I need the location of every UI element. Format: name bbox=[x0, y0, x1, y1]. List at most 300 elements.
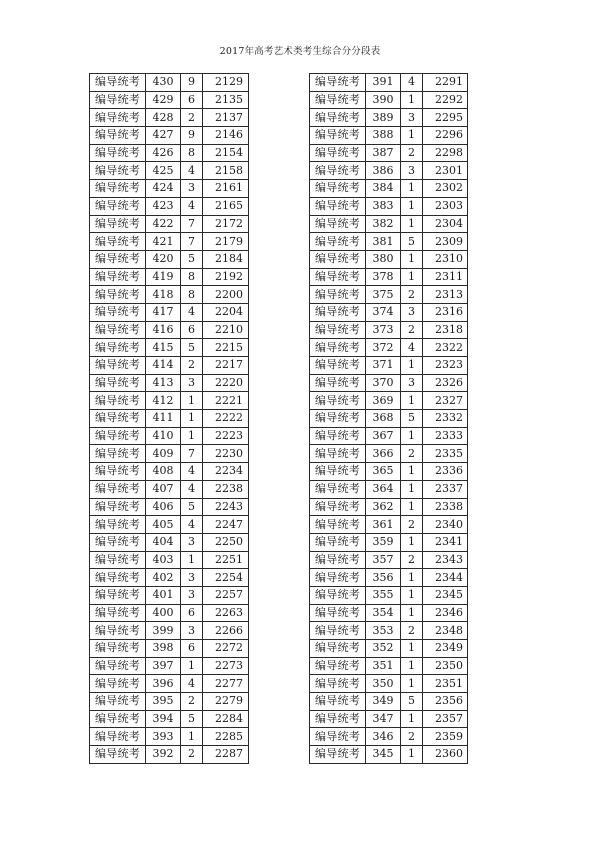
count-cell: 3 bbox=[181, 180, 203, 198]
table-row bbox=[90, 392, 249, 410]
score-cell: 404 bbox=[146, 533, 181, 551]
score-cell: 391 bbox=[366, 74, 401, 92]
cumulative-cell: 2295 bbox=[423, 109, 468, 127]
table-row bbox=[310, 410, 468, 428]
table-row bbox=[90, 569, 249, 587]
table-row bbox=[310, 604, 468, 622]
table-row bbox=[310, 233, 468, 251]
category-cell: 编导统考 bbox=[310, 427, 366, 445]
score-table-right-body bbox=[310, 74, 468, 764]
cumulative-cell: 2336 bbox=[423, 463, 468, 481]
count-cell: 3 bbox=[401, 109, 423, 127]
count-cell: 3 bbox=[181, 569, 203, 587]
score-cell: 389 bbox=[366, 109, 401, 127]
score-cell: 407 bbox=[146, 480, 181, 498]
category-cell: 编导统考 bbox=[310, 91, 366, 109]
count-cell: 4 bbox=[181, 480, 203, 498]
count-cell: 1 bbox=[401, 215, 423, 233]
cumulative-cell: 2137 bbox=[203, 109, 249, 127]
count-cell: 1 bbox=[401, 710, 423, 728]
category-cell: 编导统考 bbox=[310, 586, 366, 604]
score-cell: 430 bbox=[146, 74, 181, 92]
count-cell: 4 bbox=[181, 162, 203, 180]
category-cell: 编导统考 bbox=[310, 392, 366, 410]
cumulative-cell: 2266 bbox=[203, 622, 249, 640]
table-row bbox=[310, 640, 468, 658]
cumulative-cell: 2221 bbox=[203, 392, 249, 410]
cumulative-cell: 2277 bbox=[203, 675, 249, 693]
cumulative-cell: 2234 bbox=[203, 463, 249, 481]
score-cell: 364 bbox=[366, 480, 401, 498]
count-cell: 4 bbox=[181, 303, 203, 321]
cumulative-cell: 2129 bbox=[203, 74, 249, 92]
cumulative-cell: 2360 bbox=[423, 746, 468, 764]
cumulative-cell: 2165 bbox=[203, 197, 249, 215]
score-cell: 383 bbox=[366, 197, 401, 215]
category-cell: 编导统考 bbox=[310, 286, 366, 304]
table-row bbox=[310, 268, 468, 286]
table-row bbox=[310, 74, 468, 92]
table-row bbox=[310, 339, 468, 357]
table-row bbox=[310, 392, 468, 410]
table-row bbox=[90, 144, 249, 162]
score-cell: 357 bbox=[366, 551, 401, 569]
table-row bbox=[90, 91, 249, 109]
category-cell: 编导统考 bbox=[310, 675, 366, 693]
table-row bbox=[310, 374, 468, 392]
cumulative-cell: 2349 bbox=[423, 640, 468, 658]
category-cell: 编导统考 bbox=[310, 710, 366, 728]
category-cell: 编导统考 bbox=[310, 480, 366, 498]
category-cell: 编导统考 bbox=[90, 144, 146, 162]
cumulative-cell: 2273 bbox=[203, 657, 249, 675]
count-cell: 1 bbox=[181, 728, 203, 746]
table-row bbox=[310, 250, 468, 268]
cumulative-cell: 2204 bbox=[203, 303, 249, 321]
category-cell: 编导统考 bbox=[90, 516, 146, 534]
score-cell: 420 bbox=[146, 250, 181, 268]
table-row bbox=[310, 533, 468, 551]
category-cell: 编导统考 bbox=[90, 728, 146, 746]
score-cell: 353 bbox=[366, 622, 401, 640]
count-cell: 3 bbox=[181, 374, 203, 392]
category-cell: 编导统考 bbox=[90, 127, 146, 145]
table-row bbox=[310, 180, 468, 198]
score-cell: 428 bbox=[146, 109, 181, 127]
count-cell: 2 bbox=[401, 321, 423, 339]
score-cell: 368 bbox=[366, 410, 401, 428]
count-cell: 1 bbox=[401, 250, 423, 268]
table-row bbox=[90, 746, 249, 764]
category-cell: 编导统考 bbox=[310, 640, 366, 658]
category-cell: 编导统考 bbox=[90, 91, 146, 109]
score-cell: 369 bbox=[366, 392, 401, 410]
category-cell: 编导统考 bbox=[90, 463, 146, 481]
cumulative-cell: 2326 bbox=[423, 374, 468, 392]
score-cell: 366 bbox=[366, 445, 401, 463]
category-cell: 编导统考 bbox=[310, 374, 366, 392]
table-row bbox=[90, 109, 249, 127]
count-cell: 2 bbox=[401, 622, 423, 640]
category-cell: 编导统考 bbox=[310, 516, 366, 534]
table-row bbox=[310, 197, 468, 215]
score-cell: 392 bbox=[146, 746, 181, 764]
count-cell: 5 bbox=[401, 410, 423, 428]
score-cell: 421 bbox=[146, 233, 181, 251]
cumulative-cell: 2250 bbox=[203, 533, 249, 551]
count-cell: 4 bbox=[401, 339, 423, 357]
count-cell: 6 bbox=[181, 91, 203, 109]
category-cell: 编导统考 bbox=[90, 586, 146, 604]
category-cell: 编导统考 bbox=[310, 74, 366, 92]
table-row bbox=[90, 215, 249, 233]
score-cell: 352 bbox=[366, 640, 401, 658]
cumulative-cell: 2301 bbox=[423, 162, 468, 180]
count-cell: 1 bbox=[181, 551, 203, 569]
score-cell: 345 bbox=[366, 746, 401, 764]
count-cell: 4 bbox=[181, 197, 203, 215]
category-cell: 编导统考 bbox=[310, 321, 366, 339]
category-cell: 编导统考 bbox=[310, 533, 366, 551]
score-cell: 367 bbox=[366, 427, 401, 445]
table-row bbox=[90, 710, 249, 728]
table-row bbox=[310, 657, 468, 675]
category-cell: 编导统考 bbox=[90, 392, 146, 410]
cumulative-cell: 2223 bbox=[203, 427, 249, 445]
table-row bbox=[90, 410, 249, 428]
score-cell: 373 bbox=[366, 321, 401, 339]
category-cell: 编导统考 bbox=[310, 445, 366, 463]
table-row bbox=[310, 569, 468, 587]
score-cell: 423 bbox=[146, 197, 181, 215]
category-cell: 编导统考 bbox=[310, 250, 366, 268]
cumulative-cell: 2356 bbox=[423, 693, 468, 711]
score-cell: 405 bbox=[146, 516, 181, 534]
table-row bbox=[310, 516, 468, 534]
table-row bbox=[310, 551, 468, 569]
category-cell: 编导统考 bbox=[310, 604, 366, 622]
category-cell: 编导统考 bbox=[90, 268, 146, 286]
score-cell: 388 bbox=[366, 127, 401, 145]
cumulative-cell: 2158 bbox=[203, 162, 249, 180]
table-row bbox=[90, 127, 249, 145]
cumulative-cell: 2359 bbox=[423, 728, 468, 746]
table-row bbox=[90, 551, 249, 569]
score-cell: 419 bbox=[146, 268, 181, 286]
count-cell: 1 bbox=[401, 392, 423, 410]
cumulative-cell: 2263 bbox=[203, 604, 249, 622]
score-cell: 370 bbox=[366, 374, 401, 392]
count-cell: 4 bbox=[401, 74, 423, 92]
count-cell: 3 bbox=[181, 533, 203, 551]
cumulative-cell: 2318 bbox=[423, 321, 468, 339]
count-cell: 1 bbox=[401, 657, 423, 675]
cumulative-cell: 2341 bbox=[423, 533, 468, 551]
cumulative-cell: 2343 bbox=[423, 551, 468, 569]
score-cell: 382 bbox=[366, 215, 401, 233]
cumulative-cell: 2344 bbox=[423, 569, 468, 587]
category-cell: 编导统考 bbox=[90, 109, 146, 127]
score-cell: 402 bbox=[146, 569, 181, 587]
count-cell: 1 bbox=[401, 463, 423, 481]
count-cell: 1 bbox=[401, 746, 423, 764]
table-row bbox=[90, 463, 249, 481]
count-cell: 4 bbox=[181, 516, 203, 534]
score-cell: 374 bbox=[366, 303, 401, 321]
cumulative-cell: 2291 bbox=[423, 74, 468, 92]
category-cell: 编导统考 bbox=[90, 498, 146, 516]
table-row bbox=[310, 427, 468, 445]
count-cell: 1 bbox=[401, 357, 423, 375]
score-cell: 411 bbox=[146, 410, 181, 428]
count-cell: 2 bbox=[181, 357, 203, 375]
table-row bbox=[90, 604, 249, 622]
count-cell: 1 bbox=[401, 427, 423, 445]
category-cell: 编导统考 bbox=[90, 357, 146, 375]
score-cell: 406 bbox=[146, 498, 181, 516]
cumulative-cell: 2302 bbox=[423, 180, 468, 198]
score-cell: 350 bbox=[366, 675, 401, 693]
score-cell: 400 bbox=[146, 604, 181, 622]
table-row bbox=[90, 640, 249, 658]
category-cell: 编导统考 bbox=[310, 622, 366, 640]
category-cell: 编导统考 bbox=[310, 357, 366, 375]
table-row bbox=[90, 675, 249, 693]
table-row bbox=[90, 197, 249, 215]
cumulative-cell: 2257 bbox=[203, 586, 249, 604]
table-row bbox=[90, 657, 249, 675]
table-row bbox=[310, 445, 468, 463]
category-cell: 编导统考 bbox=[310, 144, 366, 162]
category-cell: 编导统考 bbox=[90, 445, 146, 463]
table-row bbox=[310, 109, 468, 127]
count-cell: 1 bbox=[401, 604, 423, 622]
cumulative-cell: 2154 bbox=[203, 144, 249, 162]
table-row bbox=[90, 303, 249, 321]
count-cell: 1 bbox=[401, 640, 423, 658]
cumulative-cell: 2332 bbox=[423, 410, 468, 428]
cumulative-cell: 2192 bbox=[203, 268, 249, 286]
cumulative-cell: 2285 bbox=[203, 728, 249, 746]
score-cell: 346 bbox=[366, 728, 401, 746]
category-cell: 编导统考 bbox=[310, 693, 366, 711]
score-cell: 349 bbox=[366, 693, 401, 711]
table-row bbox=[310, 675, 468, 693]
score-cell: 408 bbox=[146, 463, 181, 481]
table-row bbox=[90, 321, 249, 339]
category-cell: 编导统考 bbox=[90, 303, 146, 321]
count-cell: 1 bbox=[401, 180, 423, 198]
count-cell: 3 bbox=[401, 374, 423, 392]
category-cell: 编导统考 bbox=[90, 604, 146, 622]
table-row bbox=[90, 728, 249, 746]
category-cell: 编导统考 bbox=[90, 693, 146, 711]
count-cell: 8 bbox=[181, 268, 203, 286]
count-cell: 3 bbox=[401, 303, 423, 321]
category-cell: 编导统考 bbox=[310, 233, 366, 251]
category-cell: 编导统考 bbox=[90, 250, 146, 268]
score-cell: 418 bbox=[146, 286, 181, 304]
category-cell: 编导统考 bbox=[310, 551, 366, 569]
cumulative-cell: 2238 bbox=[203, 480, 249, 498]
category-cell: 编导统考 bbox=[310, 303, 366, 321]
score-cell: 403 bbox=[146, 551, 181, 569]
count-cell: 6 bbox=[181, 321, 203, 339]
table-row bbox=[90, 427, 249, 445]
score-cell: 414 bbox=[146, 357, 181, 375]
score-table-left-body bbox=[90, 74, 249, 764]
cumulative-cell: 2357 bbox=[423, 710, 468, 728]
score-cell: 356 bbox=[366, 569, 401, 587]
cumulative-cell: 2350 bbox=[423, 657, 468, 675]
table-row bbox=[310, 586, 468, 604]
count-cell: 4 bbox=[181, 463, 203, 481]
count-cell: 1 bbox=[401, 127, 423, 145]
score-cell: 387 bbox=[366, 144, 401, 162]
cumulative-cell: 2327 bbox=[423, 392, 468, 410]
score-cell: 422 bbox=[146, 215, 181, 233]
category-cell: 编导统考 bbox=[90, 480, 146, 498]
cumulative-cell: 2243 bbox=[203, 498, 249, 516]
count-cell: 7 bbox=[181, 445, 203, 463]
table-row bbox=[310, 162, 468, 180]
table-row bbox=[90, 268, 249, 286]
cumulative-cell: 2311 bbox=[423, 268, 468, 286]
category-cell: 编导统考 bbox=[90, 533, 146, 551]
count-cell: 1 bbox=[401, 480, 423, 498]
cumulative-cell: 2338 bbox=[423, 498, 468, 516]
count-cell: 1 bbox=[401, 569, 423, 587]
category-cell: 编导统考 bbox=[310, 127, 366, 145]
count-cell: 8 bbox=[181, 286, 203, 304]
table-row bbox=[310, 693, 468, 711]
table-row bbox=[310, 710, 468, 728]
cumulative-cell: 2298 bbox=[423, 144, 468, 162]
score-cell: 372 bbox=[366, 339, 401, 357]
score-cell: 426 bbox=[146, 144, 181, 162]
cumulative-cell: 2287 bbox=[203, 746, 249, 764]
category-cell: 编导统考 bbox=[310, 746, 366, 764]
count-cell: 8 bbox=[181, 144, 203, 162]
score-cell: 359 bbox=[366, 533, 401, 551]
cumulative-cell: 2316 bbox=[423, 303, 468, 321]
cumulative-cell: 2217 bbox=[203, 357, 249, 375]
cumulative-cell: 2172 bbox=[203, 215, 249, 233]
table-row bbox=[90, 233, 249, 251]
count-cell: 5 bbox=[401, 693, 423, 711]
score-cell: 375 bbox=[366, 286, 401, 304]
cumulative-cell: 2296 bbox=[423, 127, 468, 145]
count-cell: 1 bbox=[181, 392, 203, 410]
table-row bbox=[90, 162, 249, 180]
table-row bbox=[90, 498, 249, 516]
cumulative-cell: 2348 bbox=[423, 622, 468, 640]
category-cell: 编导统考 bbox=[310, 569, 366, 587]
count-cell: 2 bbox=[401, 516, 423, 534]
table-row bbox=[90, 445, 249, 463]
count-cell: 2 bbox=[401, 728, 423, 746]
table-row bbox=[90, 180, 249, 198]
category-cell: 编导统考 bbox=[90, 197, 146, 215]
count-cell: 2 bbox=[401, 286, 423, 304]
score-cell: 425 bbox=[146, 162, 181, 180]
category-cell: 编导统考 bbox=[90, 233, 146, 251]
cumulative-cell: 2313 bbox=[423, 286, 468, 304]
score-cell: 401 bbox=[146, 586, 181, 604]
score-cell: 429 bbox=[146, 91, 181, 109]
category-cell: 编导统考 bbox=[310, 268, 366, 286]
count-cell: 2 bbox=[401, 144, 423, 162]
count-cell: 9 bbox=[181, 127, 203, 145]
cumulative-cell: 2215 bbox=[203, 339, 249, 357]
cumulative-cell: 2303 bbox=[423, 197, 468, 215]
category-cell: 编导统考 bbox=[310, 728, 366, 746]
category-cell: 编导统考 bbox=[90, 74, 146, 92]
cumulative-cell: 2335 bbox=[423, 445, 468, 463]
cumulative-cell: 2200 bbox=[203, 286, 249, 304]
cumulative-cell: 2310 bbox=[423, 250, 468, 268]
score-cell: 424 bbox=[146, 180, 181, 198]
cumulative-cell: 2304 bbox=[423, 215, 468, 233]
count-cell: 4 bbox=[181, 675, 203, 693]
table-row bbox=[90, 357, 249, 375]
category-cell: 编导统考 bbox=[310, 215, 366, 233]
cumulative-cell: 2323 bbox=[423, 357, 468, 375]
score-cell: 390 bbox=[366, 91, 401, 109]
table-row bbox=[310, 286, 468, 304]
table-row bbox=[90, 74, 249, 92]
score-cell: 396 bbox=[146, 675, 181, 693]
table-row bbox=[90, 622, 249, 640]
category-cell: 编导统考 bbox=[90, 622, 146, 640]
score-cell: 395 bbox=[146, 693, 181, 711]
table-row bbox=[90, 516, 249, 534]
score-cell: 410 bbox=[146, 427, 181, 445]
score-cell: 381 bbox=[366, 233, 401, 251]
score-cell: 427 bbox=[146, 127, 181, 145]
table-row bbox=[310, 480, 468, 498]
table-row bbox=[310, 746, 468, 764]
score-cell: 355 bbox=[366, 586, 401, 604]
table-row bbox=[90, 374, 249, 392]
table-row bbox=[310, 303, 468, 321]
count-cell: 7 bbox=[181, 215, 203, 233]
count-cell: 2 bbox=[181, 693, 203, 711]
score-cell: 394 bbox=[146, 710, 181, 728]
table-row bbox=[90, 480, 249, 498]
score-cell: 351 bbox=[366, 657, 401, 675]
category-cell: 编导统考 bbox=[90, 640, 146, 658]
count-cell: 5 bbox=[181, 250, 203, 268]
table-row bbox=[310, 144, 468, 162]
count-cell: 7 bbox=[181, 233, 203, 251]
category-cell: 编导统考 bbox=[90, 215, 146, 233]
count-cell: 1 bbox=[181, 427, 203, 445]
category-cell: 编导统考 bbox=[90, 374, 146, 392]
score-cell: 361 bbox=[366, 516, 401, 534]
count-cell: 1 bbox=[401, 197, 423, 215]
score-cell: 416 bbox=[146, 321, 181, 339]
category-cell: 编导统考 bbox=[90, 286, 146, 304]
count-cell: 3 bbox=[181, 586, 203, 604]
category-cell: 编导统考 bbox=[310, 339, 366, 357]
table-row bbox=[310, 215, 468, 233]
count-cell: 5 bbox=[401, 233, 423, 251]
cumulative-cell: 2340 bbox=[423, 516, 468, 534]
cumulative-cell: 2251 bbox=[203, 551, 249, 569]
category-cell: 编导统考 bbox=[310, 180, 366, 198]
page-title: 2017年高考艺术类考生综合分分段表 bbox=[219, 46, 381, 57]
